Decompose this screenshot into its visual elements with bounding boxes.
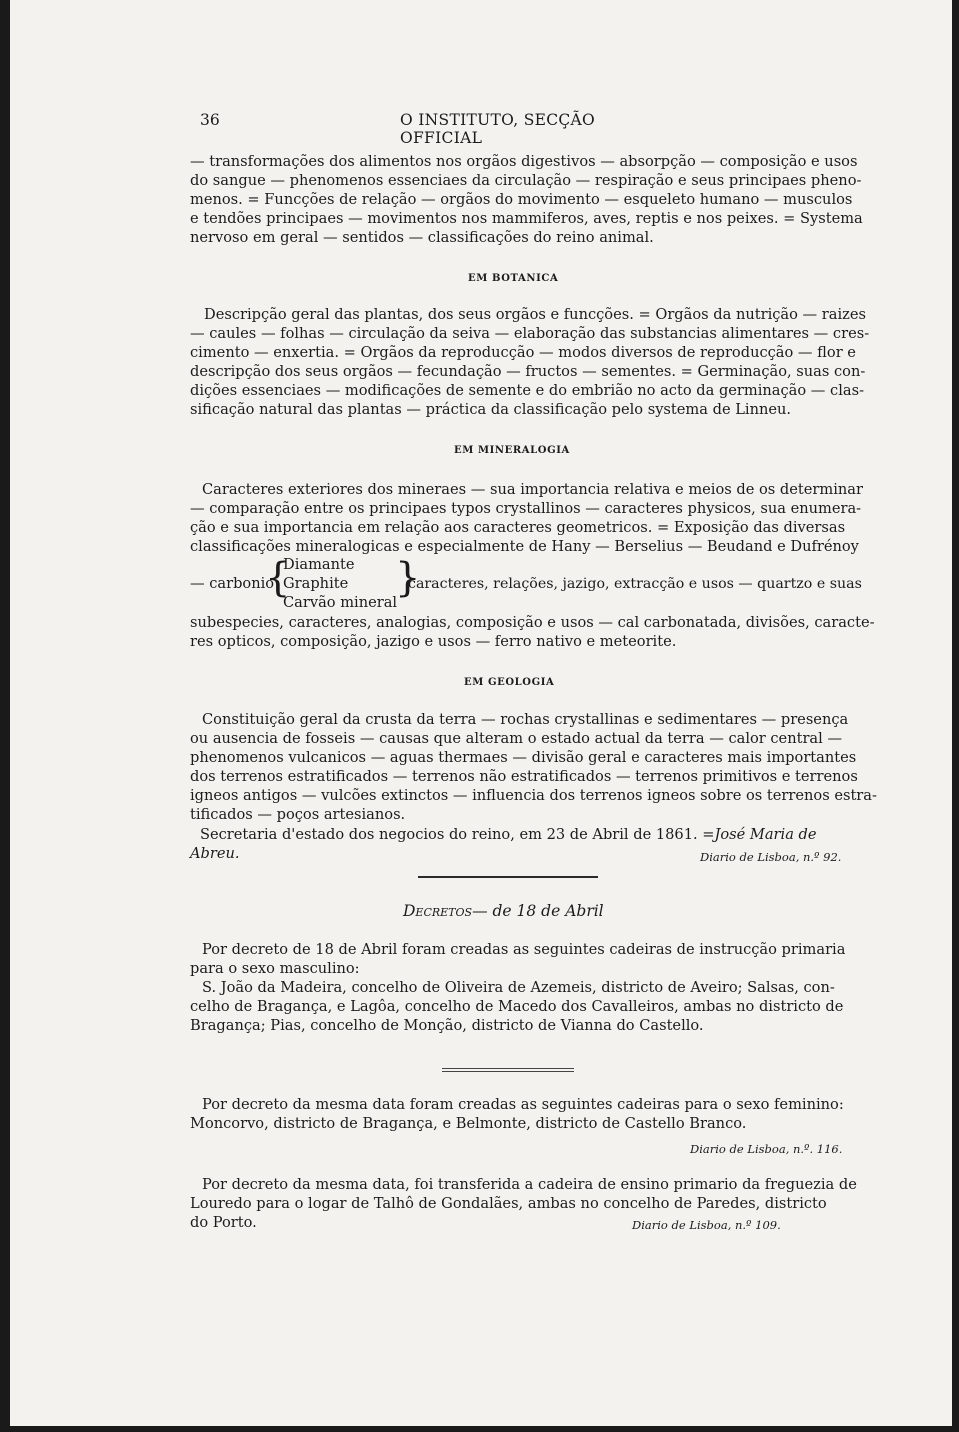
text-line: Bragança; Pias, concelho de Monção, districto de Vianna do Castello. [190, 1017, 704, 1034]
decrees-heading-label: Decretos [403, 902, 473, 920]
signatory-name: José Maria de [714, 826, 817, 843]
source-citation: Diario de Lisboa, n.º 92. [700, 850, 842, 864]
text-line: dos terrenos estratificados — terrenos não estratificados — terrenos primitivos e terrenos [190, 768, 858, 785]
section-divider [418, 876, 598, 878]
text-line: menos. = Funcções de relação — orgãos do movimento — esqueleto humano — musculos [190, 191, 853, 208]
text-line: Moncorvo, districto de Bragança, e Belmonte, districto de Castello Branco. [190, 1115, 747, 1132]
left-brace: { [265, 555, 291, 601]
text-line: igneos antigos — vulcões extinctos — influencia dos terrenos igneos sobre os terrenos estra- [190, 787, 877, 804]
text-line: Por decreto da mesma data foram creadas as seguintes cadeiras para o sexo feminino: [202, 1096, 844, 1113]
text-line: do sangue — phenomenos essenciaes da circulação — respiração e seus principaes pheno- [190, 172, 862, 189]
text-line: celho de Bragança, e Lagôa, concelho de Macedo dos Cavalleiros, ambas no districto de [190, 998, 844, 1015]
text-line: descripção dos seus orgãos — fecundação — fructos — sementes. = Germinação, suas con- [190, 363, 866, 380]
decree-divider [442, 1068, 574, 1069]
text-line: e tendões principaes — movimentos nos mammiferos, aves, reptis e nos peixes. = Systema [190, 210, 863, 227]
text-line: Constituição geral da crusta da terra — rochas crystallinas e sedimentares — presença [202, 711, 849, 728]
text-line: nervoso em geral — sentidos — classificações do reino animal. [190, 229, 654, 246]
document-page [10, 0, 952, 1426]
right-brace: } [395, 555, 421, 601]
page-number: 36 [200, 111, 220, 129]
text-line: cimento — enxertia. = Orgãos da reproducção — modos diversos de reproducção — flor e [190, 344, 856, 361]
text-line: — caules — folhas — circulação da seiva — elaboração das substancias alimentares — cres- [190, 325, 870, 342]
text-line: phenomenos vulcanicos — aguas thermaes — divisão geral e caracteres mais importantes [190, 749, 857, 766]
section-heading-mineralogy: EM MINERALOGIA [454, 445, 570, 456]
text-line: classificações mineralogicas e especialmente de Hany — Berselius — Beudand e Dufrénoy [190, 538, 859, 555]
decrees-heading [403, 902, 604, 920]
text-line: dições essenciaes — modificações de semente e do embrião no acto da germinação — clas- [190, 382, 864, 399]
carbon-label: — carbonio [190, 575, 275, 592]
decree-divider [442, 1071, 574, 1072]
closing-line [200, 826, 817, 844]
text-line: Descripção geral das plantas, dos seus orgãos e funcções. = Orgãos da nutrição — raizes [204, 306, 866, 323]
text-line: para o sexo masculino: [190, 960, 360, 977]
decrees-heading-date: — de 18 de Abril [472, 902, 604, 920]
text-line: Por decreto de 18 de Abril foram creadas as seguintes cadeiras de instrucção primaria [202, 941, 846, 958]
journal-title: O INSTITUTO, SECÇÃO OFFICIAL [400, 111, 596, 147]
text-line: Caracteres exteriores dos mineraes — sua importancia relativa e meios de os determinar [202, 481, 863, 498]
source-citation: Diario de Lisboa, n.º 109. [632, 1218, 781, 1232]
section-heading-geology: EM GEOLOGIA [464, 677, 555, 688]
carbon-form: Diamante [283, 556, 355, 573]
carbon-form: Graphite [283, 575, 349, 592]
text-line: tificados — poços artesianos. [190, 806, 406, 823]
source-citation: Diario de Lisboa, n.º. 116. [690, 1142, 843, 1156]
text-line: — comparação entre os principaes typos crystallinos — caracteres physicos, sua enumera- [190, 500, 862, 517]
text-line: sificação natural das plantas — práctica da classificação pelo systema de Linneu. [190, 401, 792, 418]
carbon-form: Carvão mineral [283, 594, 398, 611]
text-line: Louredo para o logar de Talhô de Gondalães, ambas no concelho de Paredes, districto [190, 1195, 827, 1212]
signatory-surname: Abreu. [190, 845, 240, 862]
text-line: ou ausencia de fosseis — causas que alteram o estado actual da terra — calor central — [190, 730, 843, 747]
page-header [200, 111, 660, 147]
text-line: res opticos, composição, jazigo e usos — ferro nativo e meteorite. [190, 633, 677, 650]
text-line: do Porto. [190, 1214, 257, 1231]
text-line: subespecies, caracteres, analogias, composição e usos — cal carbonatada, divisões, caracte- [190, 614, 875, 631]
text-line: — transformações dos alimentos nos orgãos digestivos — absorpção — composição e usos [190, 153, 858, 170]
closing-text: Secretaria d'estado dos negocios do reino, em 23 de Abril de 1861. = [200, 826, 715, 843]
text-line: caracteres, relações, jazigo, extracção e usos — quartzo e suas [408, 576, 862, 592]
text-line: S. João da Madeira, concelho de Oliveira de Azemeis, districto de Aveiro; Salsas, con- [202, 979, 835, 996]
section-heading-botany: EM BOTANICA [468, 273, 559, 284]
text-line: Por decreto da mesma data, foi transferida a cadeira de ensino primario da freguezia de [202, 1176, 857, 1193]
text-line: ção e sua importancia em relação aos caracteres geometricos. = Exposição das diversas [190, 519, 846, 536]
